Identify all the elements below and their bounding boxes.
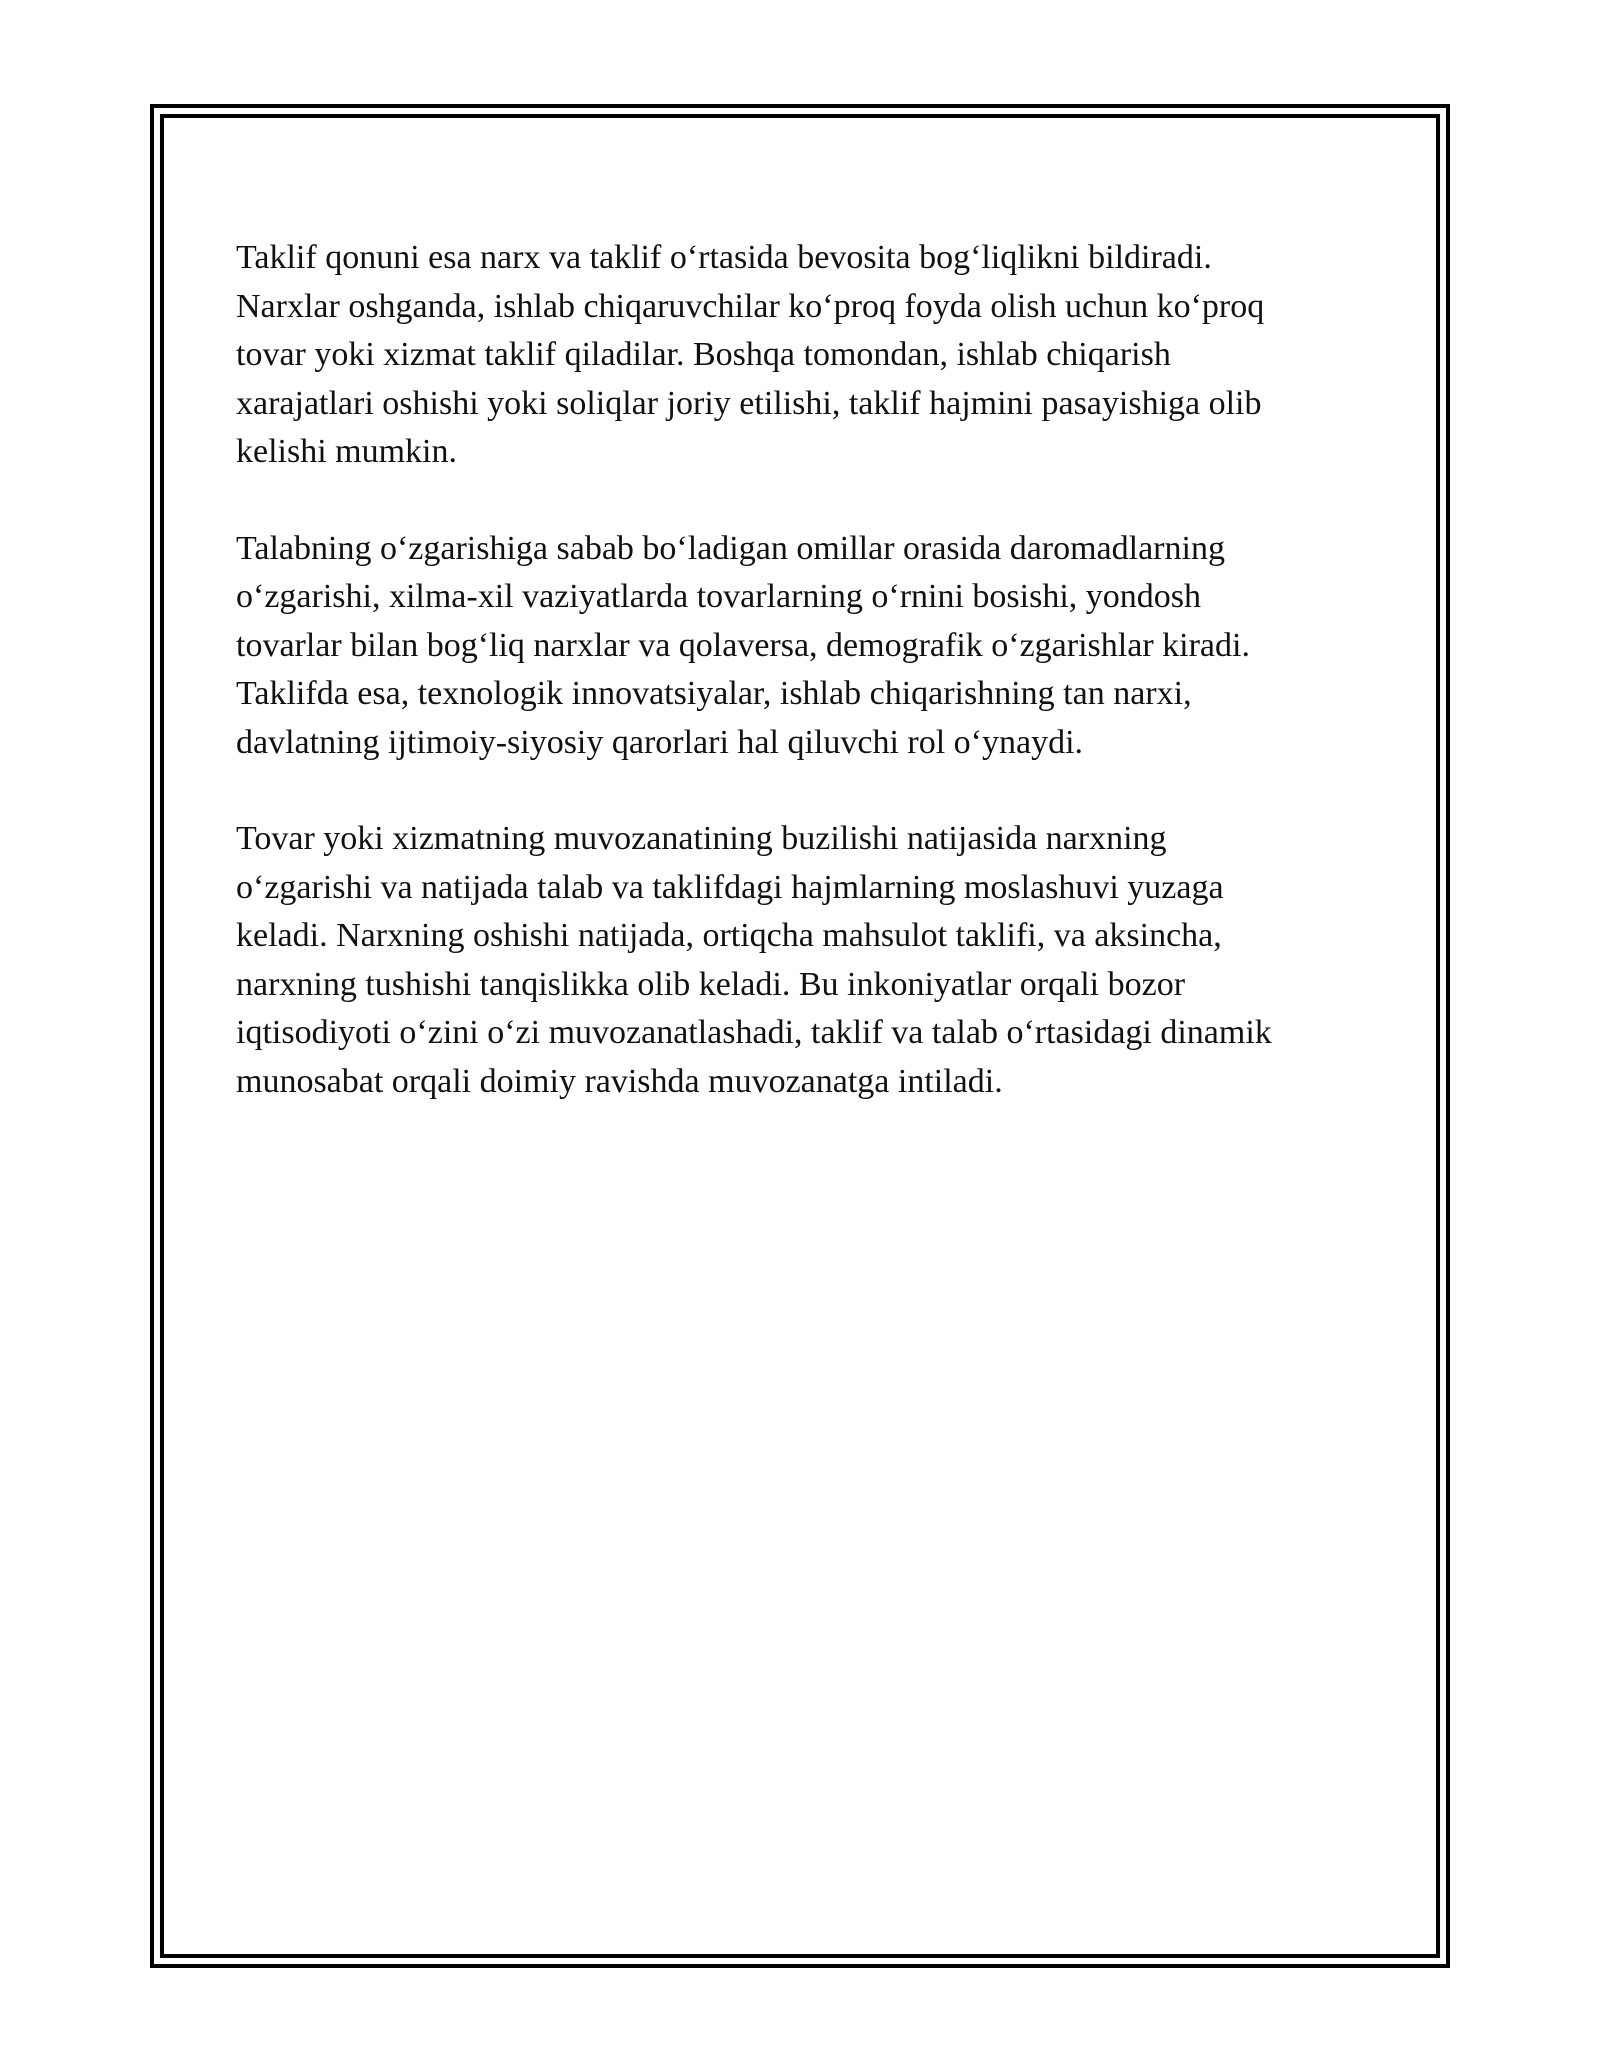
paragraph-line: Narxlar oshganda, ishlab chiqaruvchilar ko‘proq foyda olish uchun ko‘proq (236, 287, 1265, 325)
paragraph-line: tovar yoki xizmat taklif qiladilar. Boshqa tomondan, ishlab chiqarish (236, 336, 1171, 373)
paragraph-line: narxning tushishi tanqislikka olib keladi. Bu inkoniyatlar orqali bozor (236, 965, 1186, 1003)
paragraph-line: xarajatlari oshishi yoki soliqlar joriy etilishi, taklif hajmini pasayishiga olib (236, 384, 1262, 422)
paragraph-line: o‘zgarishi, xilma-xil vaziyatlarda tovarlarning o‘rnini bosishi, yondosh (236, 578, 1201, 615)
paragraph-line: keladi. Narxning oshishi natijada, ortiqcha mahsulot taklifi, va aksincha, (236, 917, 1222, 954)
paragraph-line: Taklifda esa, texnologik innovatsiyalar, ishlab chiqarishning tan narxi, (236, 675, 1192, 712)
paragraph-line: Talabning o‘zgarishiga sabab bo‘ladigan omillar orasida daromadlarning (236, 529, 1225, 567)
paragraph-1 (236, 234, 1386, 477)
paragraph-line: o‘zgarishi va natijada talab va taklifdagi hajmlarning moslashuvi yuzaga (236, 868, 1224, 906)
paragraph-line: iqtisodiyoti o‘zini o‘zi muvozanatlashadi, taklif va talab o‘rtasidagi dinamik (236, 1014, 1272, 1051)
paragraph-line: kelishi mumkin. (236, 433, 457, 470)
paragraph-line: Tovar yoki xizmatning muvozanatining buzilishi natijasida narxning (236, 820, 1167, 857)
paragraph-line: tovarlar bilan bog‘liq narxlar va qolaversa, demografik o‘zgarishlar kiradi. (236, 626, 1250, 664)
paragraph-2 (236, 525, 1386, 768)
paragraph-line: davlatning ijtimoiy-siyosiy qarorlari hal qiluvchi rol o‘ynaydi. (236, 723, 1084, 761)
document-body (236, 234, 1386, 1154)
paragraph-3 (236, 815, 1386, 1106)
paragraph-line: Taklif qonuni esa narx va taklif o‘rtasida bevosita bog‘liqlikni bildiradi. (236, 239, 1212, 276)
paragraph-line: munosabat orqali doimiy ravishda muvozanatga intiladi. (236, 1062, 1003, 1100)
